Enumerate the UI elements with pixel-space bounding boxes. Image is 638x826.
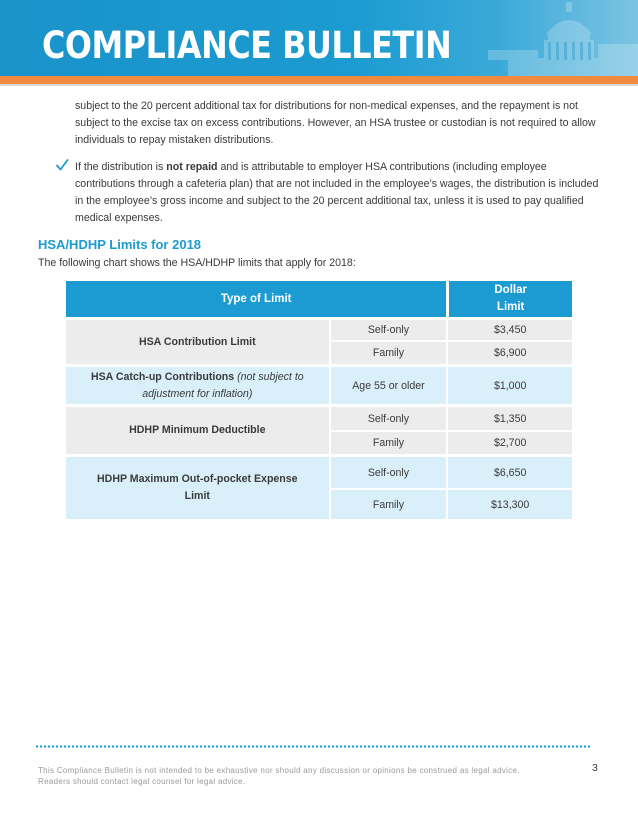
amount-cell: $1,000	[446, 367, 572, 407]
limit-type-label: HSA Catch-up Contributions	[90, 370, 235, 383]
footer-dotted-divider	[35, 745, 591, 748]
limit-type-cell: HSA Contribution Limit	[66, 320, 329, 367]
page-number: 3	[592, 762, 598, 774]
paragraph-not-repaid-emphasis: not repaid	[166, 161, 218, 173]
amount-cell: $13,300	[446, 490, 572, 522]
header-banner	[0, 0, 638, 76]
coverage-cell: Self-only	[329, 407, 447, 432]
disclaimer-line-2: Readers should contact legal counsel for legal advice.	[38, 777, 246, 786]
header-divider	[0, 84, 638, 86]
limit-type-note: (not subject to adjustment for inflation)	[142, 370, 304, 400]
capitol-dome-icon	[448, 0, 638, 76]
amount-cell: $3,450	[446, 320, 572, 342]
table-row	[66, 320, 572, 342]
amount-cell: $1,350	[446, 407, 572, 432]
column-header-dollar-limit	[446, 281, 572, 320]
column-header-dollar-line1: Dollar	[494, 284, 527, 296]
amount-cell: $6,900	[446, 342, 572, 367]
limit-type-cell: HDHP Maximum Out-of-pocket Expense Limit	[66, 457, 329, 522]
bulletin-title: COMPLIANCE BULLETIN	[42, 24, 452, 67]
amount-cell: $6,650	[446, 457, 572, 490]
coverage-cell: Family	[329, 490, 447, 522]
column-header-type-label: Type of Limit	[220, 293, 292, 305]
column-header-type	[66, 281, 446, 320]
coverage-cell: Family	[329, 342, 447, 367]
checkmark-icon	[55, 158, 69, 172]
coverage-cell: Self-only	[329, 457, 447, 490]
hsa-limits-table	[66, 281, 572, 522]
table-row	[66, 407, 572, 432]
coverage-cell: Self-only	[329, 320, 447, 342]
paragraph-repayment: subject to the 20 percent additional tax for distributions for non-medical expenses, and the repayment is not subject to the excise tax on excess contributions. However, an HSA trustee or custodian is not required to allow individuals to repay mistaken distributions.	[75, 100, 596, 146]
coverage-cell: Family	[329, 432, 447, 457]
table-row	[66, 457, 572, 490]
header-accent-stripe	[0, 76, 638, 84]
paragraph-not-repaid-end: and is attributable to employer HSA contributions (including employee contributions through a cafeteria plan) that are not included in the employee’s wages, the distribution is included in the employee’s gross income and subject to the 20 percent additional tax, unless it is used to pay qualified medical expenses.	[75, 161, 599, 224]
section-intro: The following chart shows the HSA/HDHP limits that apply for 2018:	[38, 257, 356, 269]
table-row	[66, 367, 572, 407]
paragraph-not-repaid	[75, 159, 605, 227]
legal-disclaimer	[38, 765, 578, 787]
amount-cell: $2,700	[446, 432, 572, 457]
column-header-dollar-line2: Limit	[496, 301, 525, 313]
section-heading: HSA/HDHP Limits for 2018	[38, 237, 202, 252]
disclaimer-line-1: This Compliance Bulletin is not intended to be exhaustive nor should any discussion or opinions be construed as legal advice.	[38, 766, 520, 775]
coverage-cell: Age 55 or older	[329, 367, 447, 407]
limit-type-cell: HDHP Minimum Deductible	[66, 407, 329, 457]
limit-type-cell	[66, 367, 329, 407]
paragraph-not-repaid-start: If the distribution is	[75, 161, 167, 173]
table-header-row	[66, 281, 572, 320]
